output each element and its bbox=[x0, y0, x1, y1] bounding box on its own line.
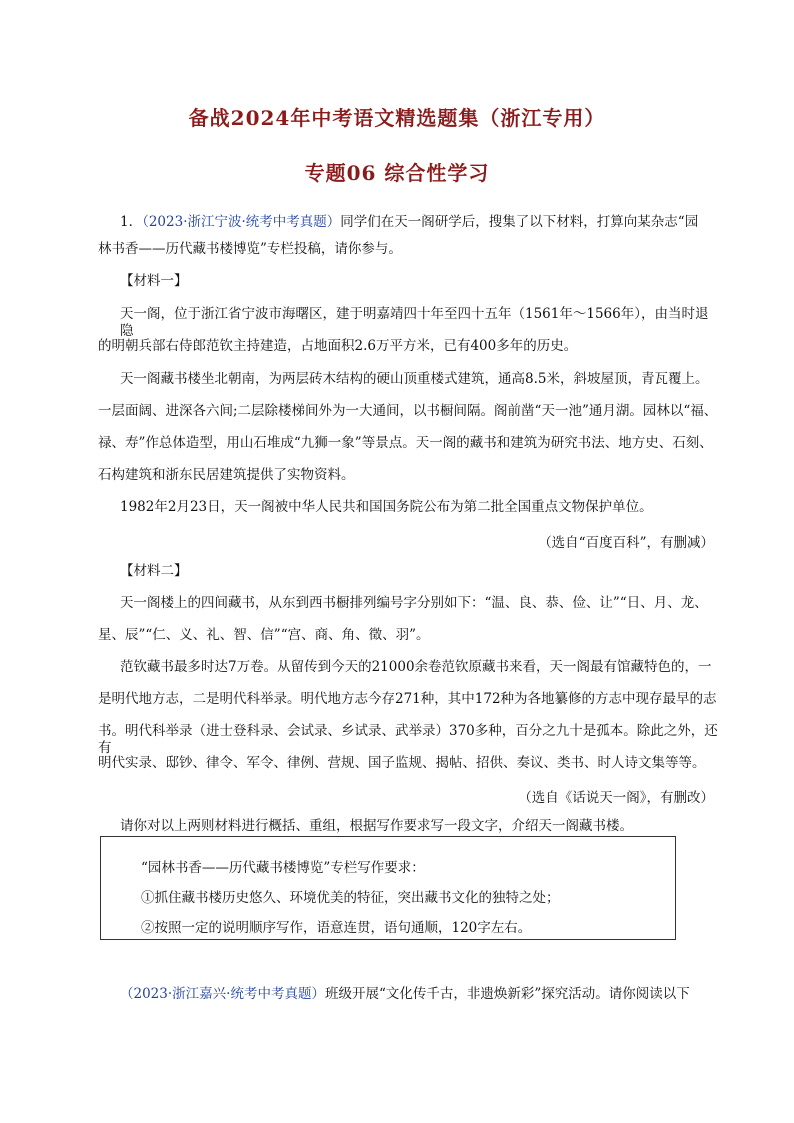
material-1-p1-line2: 的明朝兵部右侍郎范钦主持建造，占地面积2.6万平方米，已有400多年的历史。 bbox=[98, 338, 578, 354]
question-1-intro bbox=[120, 214, 718, 231]
material-2-heading: 【材料二】 bbox=[120, 563, 188, 579]
material-1-p2-line1: 天一阁藏书楼坐北朝南，为两层砖木结构的硬山顶重楼式建筑，通高8.5米，斜坡屋顶，青瓦覆上。 bbox=[120, 371, 709, 387]
question-number: 1． bbox=[120, 214, 143, 230]
requirements-box bbox=[100, 836, 676, 940]
material-1-p2-line4: 石构建筑和浙东民居建筑提供了实物资料。 bbox=[98, 467, 355, 483]
material-2-p2-line1: 范钦藏书最多时达7万卷。从留传到今天的21000余卷范钦原藏书来看，天一阁最有馆藏特色的，一 bbox=[120, 659, 712, 675]
material-1-p3: 1982年2月23日，天一阁被中华人民共和国国务院公布为第二批全国重点文物保护单位。 bbox=[120, 499, 653, 515]
material-1-p2-line2: 一层面阔、进深各六间;二层除楼梯间外为一大通间，以书橱间隔。阁前凿“天一池”通月湖。园林以“福、 bbox=[98, 403, 718, 419]
material-2-p2-line2: 是明代地方志，二是明代科举录。明代地方志今存271种，其中172种为各地纂修的方志中现存最早的志 bbox=[98, 691, 717, 707]
question-2-text: 班级开展“文化传千古，非遗焕新彩”探究活动。请你阅读以下 bbox=[324, 986, 690, 1002]
writing-instruction: 请你对以上两则材料进行概括、重组，根据写作要求写一段文字，介绍天一阁藏书楼。 bbox=[120, 818, 633, 834]
question-source: （2023·浙江宁波·统考中考真题） bbox=[142, 214, 341, 230]
requirements-title: “园林书香——历代藏书楼博览”专栏写作要求： bbox=[141, 860, 425, 876]
topic-title: 专题06 综合性学习 bbox=[304, 161, 490, 185]
material-1-p2-line3: 禄、寿”作总体造型，用山石堆成“九狮一象”等景点。天一阁的藏书和建筑为研究书法、地方史、石刻、 bbox=[98, 435, 713, 451]
question-1-intro-line2: 林书香——历代藏书楼博览”专栏投稿，请你参与。 bbox=[98, 241, 402, 257]
material-2-p1-line2: 星、辰”“仁、义、礼、智、信”“宫、商、角、徵、羽”。 bbox=[98, 627, 430, 643]
material-2-p2-line3: 书。明代科举录（进士登科录、会试录、乡试录、武举录）370多种，百分之九十是孤本。除此之外，还有 bbox=[98, 723, 718, 756]
material-2-citation: （选自《话说天一阁》，有删改） bbox=[518, 790, 714, 806]
question-2-source: （2023·浙江嘉兴·统考中考真题） bbox=[120, 986, 325, 1002]
material-1-citation: （选自“百度百科”，有删减） bbox=[538, 535, 714, 551]
requirement-item-1: ①抓住藏书楼历史悠久、环境优美的特征，突出藏书文化的独特之处； bbox=[141, 890, 560, 906]
material-1-heading: 【材料一】 bbox=[120, 273, 188, 289]
material-2-p2-line4: 明代实录、邸钞、律令、军令、律例、营规、国子监规、揭帖、招供、奏议、类书、时人诗文集等等。 bbox=[98, 755, 706, 771]
material-2-p1-line1: 天一阁楼上的四间藏书，从东到西书橱排列编号字分别如下：“温、良、恭、俭、让”“日、月、龙、 bbox=[120, 595, 708, 611]
main-title: 备战2024年中考语文精选题集（浙江专用） bbox=[188, 106, 606, 130]
material-1-p1-line1: 天一阁，位于浙江省宁波市海曙区，建于明嘉靖四十年至四十五年（1561年～1566年），由当时退隐 bbox=[120, 306, 709, 339]
question-intro-text: 同学们在天一阁研学后，搜集了以下材料，打算向某杂志“园 bbox=[340, 214, 699, 230]
requirement-item-2: ②按照一定的说明顺序写作，语意连贯，语句通顺，120字左右。 bbox=[141, 920, 532, 936]
question-2-intro bbox=[120, 986, 718, 1003]
